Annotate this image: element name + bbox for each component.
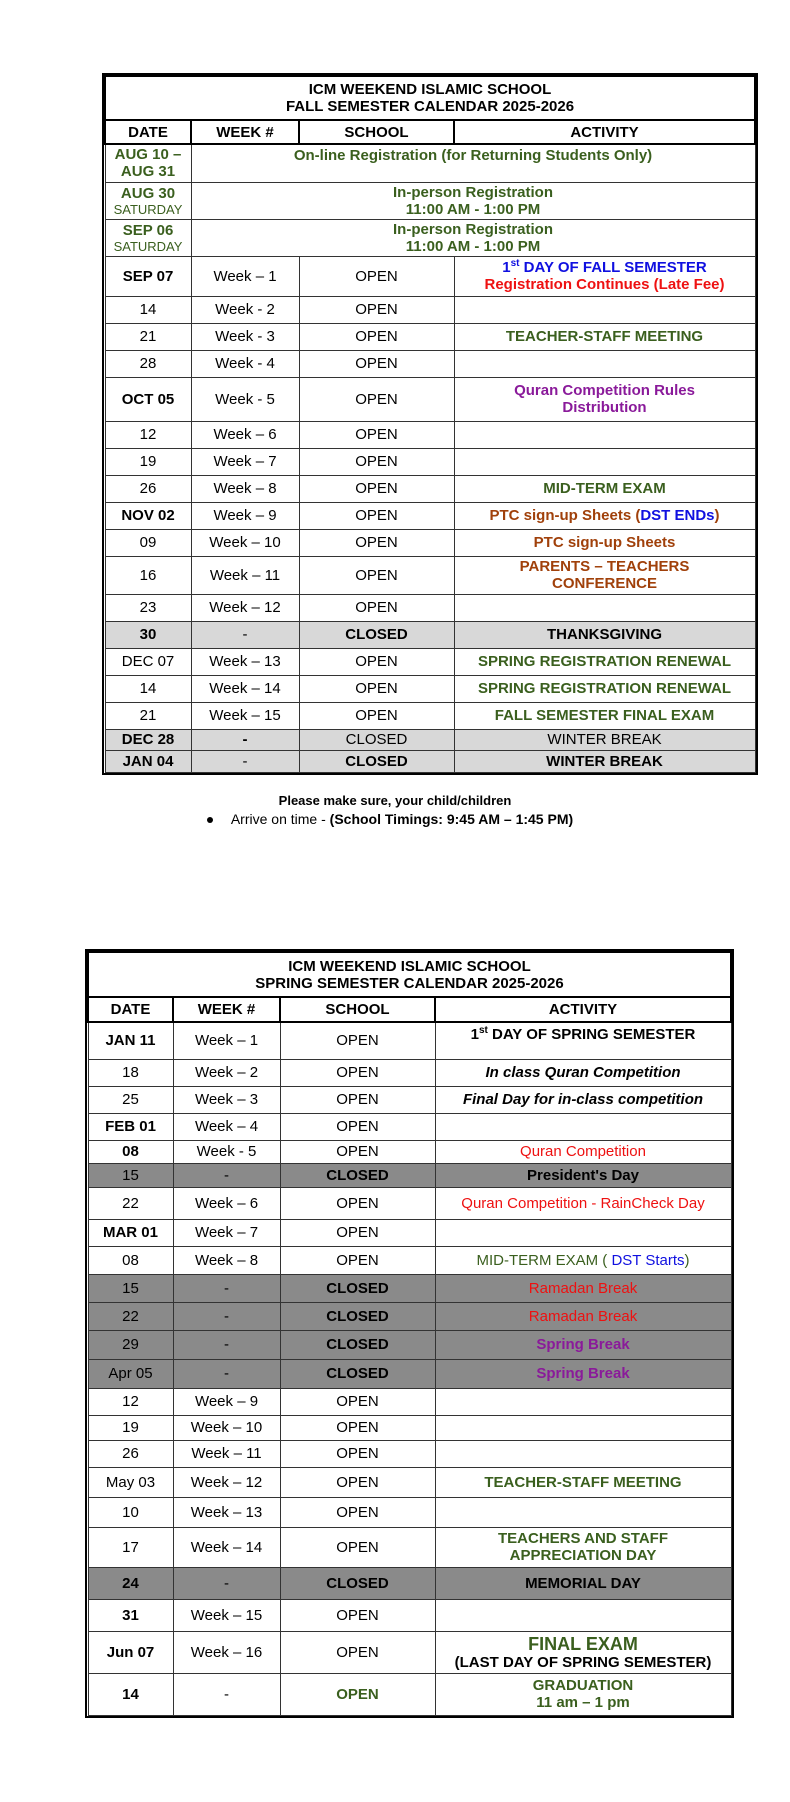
table-row — [88, 1330, 731, 1359]
date-cell: AUG 10 – AUG 31 — [105, 144, 191, 182]
spring-header-activity: ACTIVITY — [435, 997, 731, 1022]
spring-school-name: ICM WEEKEND ISLAMIC SCHOOL — [288, 957, 531, 975]
week-cell: Week – 3 — [173, 1086, 280, 1113]
activity-cell: In-person Registration 11:00 AM - 1:00 PM — [191, 219, 755, 256]
spring-title — [88, 952, 731, 997]
fall-calendar-table — [104, 75, 756, 773]
school-cell: OPEN — [280, 1388, 435, 1415]
date-cell: 14 — [88, 1673, 173, 1715]
table-row — [88, 1467, 731, 1497]
week-cell: Week – 7 — [191, 448, 299, 475]
week-cell: Week – 2 — [173, 1059, 280, 1086]
table-row — [105, 702, 755, 729]
activity-cell — [435, 1113, 731, 1140]
date-cell: 14 — [105, 675, 191, 702]
table-row — [105, 323, 755, 350]
table-row — [88, 1388, 731, 1415]
week-cell: Week – 7 — [173, 1219, 280, 1246]
activity-cell — [454, 594, 755, 621]
activity-cell: SPRING REGISTRATION RENEWAL — [454, 648, 755, 675]
date-cell: 15 — [88, 1163, 173, 1187]
table-row — [105, 448, 755, 475]
table-row — [105, 502, 755, 529]
spring-calendar-table — [87, 951, 732, 1716]
date-cell: Jun 07 — [88, 1631, 173, 1673]
week-cell: Week – 13 — [173, 1497, 280, 1527]
date-cell: 18 — [88, 1059, 173, 1086]
date-cell: 26 — [88, 1440, 173, 1467]
table-row — [105, 556, 755, 594]
date-cell: SEP 07 — [105, 256, 191, 296]
date-cell: May 03 — [88, 1467, 173, 1497]
activity-cell — [435, 1415, 731, 1440]
date-cell: FEB 01 — [88, 1113, 173, 1140]
table-row — [88, 1440, 731, 1467]
date-cell: 21 — [105, 323, 191, 350]
table-row — [105, 621, 755, 648]
activity-cell — [435, 1599, 731, 1631]
school-cell: OPEN — [280, 1673, 435, 1715]
date-cell: 25 — [88, 1086, 173, 1113]
week-cell: Week - 2 — [191, 296, 299, 323]
week-cell: - — [173, 1359, 280, 1388]
date-cell: 19 — [105, 448, 191, 475]
week-cell: Week – 13 — [191, 648, 299, 675]
date-cell: 26 — [105, 475, 191, 502]
date-cell: DEC 28 — [105, 729, 191, 750]
table-row — [105, 729, 755, 750]
table-row — [105, 256, 755, 296]
activity-cell: MID-TERM EXAM — [454, 475, 755, 502]
school-cell: CLOSED — [299, 621, 454, 648]
table-row — [105, 350, 755, 377]
week-cell: Week - 5 — [191, 377, 299, 421]
school-cell: OPEN — [299, 350, 454, 377]
table-row — [88, 1359, 731, 1388]
week-cell: - — [191, 750, 299, 772]
date-cell: 24 — [88, 1567, 173, 1599]
school-cell: CLOSED — [280, 1302, 435, 1330]
activity-cell — [435, 1440, 731, 1467]
activity-cell: TEACHERS AND STAFF APPRECIATION DAY — [435, 1527, 731, 1567]
spring-semester-title: SPRING SEMESTER CALENDAR 2025-2026 — [255, 974, 564, 992]
table-row — [105, 594, 755, 621]
date-cell: DEC 07 — [105, 648, 191, 675]
table-row — [88, 1527, 731, 1567]
school-cell: OPEN — [299, 594, 454, 621]
table-row — [105, 648, 755, 675]
date-cell: 29 — [88, 1330, 173, 1359]
date-cell: 22 — [88, 1302, 173, 1330]
week-cell: Week – 14 — [173, 1527, 280, 1567]
table-row — [88, 1059, 731, 1086]
activity-cell: In-person Registration 11:00 AM - 1:00 PM — [191, 182, 755, 219]
school-cell: OPEN — [299, 702, 454, 729]
week-cell: Week – 14 — [191, 675, 299, 702]
date-cell: 28 — [105, 350, 191, 377]
school-cell: CLOSED — [280, 1567, 435, 1599]
activity-cell: In class Quran Competition — [435, 1059, 731, 1086]
activity-cell — [435, 1497, 731, 1527]
week-cell: Week – 10 — [191, 529, 299, 556]
fall-header-week: WEEK # — [191, 120, 299, 144]
school-cell: OPEN — [280, 1497, 435, 1527]
date-cell: 19 — [88, 1415, 173, 1440]
school-cell: OPEN — [280, 1631, 435, 1673]
activity-cell: 1st DAY OF SPRING SEMESTER — [435, 1022, 731, 1059]
school-cell: CLOSED — [299, 729, 454, 750]
table-row — [105, 182, 755, 219]
school-cell: OPEN — [280, 1187, 435, 1219]
table-row — [88, 1246, 731, 1274]
activity-cell: GRADUATION 11 am – 1 pm — [435, 1673, 731, 1715]
spring-header-date: DATE — [88, 997, 173, 1022]
week-cell: Week – 8 — [173, 1246, 280, 1274]
week-cell: Week – 12 — [173, 1467, 280, 1497]
date-cell: 08 — [88, 1140, 173, 1163]
week-cell: Week – 1 — [191, 256, 299, 296]
school-cell: OPEN — [299, 556, 454, 594]
date-cell: OCT 05 — [105, 377, 191, 421]
date-cell: MAR 01 — [88, 1219, 173, 1246]
activity-cell: PTC sign-up Sheets (DST ENDs) — [454, 502, 755, 529]
table-row — [88, 1302, 731, 1330]
school-cell: OPEN — [299, 675, 454, 702]
fall-title — [105, 76, 755, 120]
table-row — [105, 421, 755, 448]
date-cell: 08 — [88, 1246, 173, 1274]
week-cell: - — [173, 1567, 280, 1599]
week-cell: Week – 8 — [191, 475, 299, 502]
activity-cell: Quran Competition — [435, 1140, 731, 1163]
week-cell: Week - 3 — [191, 323, 299, 350]
date-cell: 17 — [88, 1527, 173, 1567]
table-row — [88, 1086, 731, 1113]
week-cell: - — [173, 1673, 280, 1715]
activity-cell: THANKSGIVING — [454, 621, 755, 648]
school-cell: CLOSED — [280, 1330, 435, 1359]
week-cell: Week – 1 — [173, 1022, 280, 1059]
table-row — [88, 1187, 731, 1219]
date-cell: 22 — [88, 1187, 173, 1219]
table-row — [88, 1022, 731, 1059]
activity-cell: TEACHER-STAFF MEETING — [454, 323, 755, 350]
spring-header-week: WEEK # — [173, 997, 280, 1022]
table-row — [88, 1673, 731, 1715]
table-row — [88, 1219, 731, 1246]
table-row — [105, 144, 755, 182]
activity-cell — [454, 421, 755, 448]
table-row — [105, 529, 755, 556]
week-cell: Week – 6 — [173, 1187, 280, 1219]
week-cell: Week - 4 — [191, 350, 299, 377]
activity-cell: Quran Competition Rules Distribution — [454, 377, 755, 421]
week-cell: - — [173, 1302, 280, 1330]
week-cell: Week – 9 — [173, 1388, 280, 1415]
table-row — [88, 1631, 731, 1673]
school-cell: OPEN — [299, 502, 454, 529]
week-cell: Week - 5 — [173, 1140, 280, 1163]
fall-header-school: SCHOOL — [299, 120, 454, 144]
school-cell: OPEN — [280, 1246, 435, 1274]
attendance-note — [0, 793, 790, 827]
activity-cell: TEACHER-STAFF MEETING — [435, 1467, 731, 1497]
week-cell: Week – 4 — [173, 1113, 280, 1140]
week-cell: Week – 9 — [191, 502, 299, 529]
school-cell: OPEN — [299, 648, 454, 675]
table-row — [88, 1497, 731, 1527]
date-cell: AUG 30 SATURDAY — [105, 182, 191, 219]
school-cell: OPEN — [299, 529, 454, 556]
activity-cell: Spring Break — [435, 1359, 731, 1388]
school-cell: OPEN — [299, 323, 454, 350]
table-row — [88, 1140, 731, 1163]
activity-cell — [454, 448, 755, 475]
table-row — [105, 750, 755, 772]
activity-cell: 1st DAY OF FALL SEMESTER Registration Continues (Late Fee) — [454, 256, 755, 296]
date-cell: 21 — [105, 702, 191, 729]
activity-cell: Final Day for in-class competition — [435, 1086, 731, 1113]
activity-cell: PARENTS – TEACHERS CONFERENCE — [454, 556, 755, 594]
school-cell: OPEN — [299, 296, 454, 323]
date-cell: NOV 02 — [105, 502, 191, 529]
activity-cell — [454, 296, 755, 323]
school-cell: OPEN — [280, 1086, 435, 1113]
school-cell: CLOSED — [280, 1359, 435, 1388]
date-cell: 10 — [88, 1497, 173, 1527]
week-cell: Week – 11 — [191, 556, 299, 594]
table-row — [88, 1274, 731, 1302]
school-cell: OPEN — [299, 421, 454, 448]
spring-header-school: SCHOOL — [280, 997, 435, 1022]
school-cell: OPEN — [280, 1113, 435, 1140]
school-cell: CLOSED — [280, 1274, 435, 1302]
activity-cell: PTC sign-up Sheets — [454, 529, 755, 556]
week-cell: - — [173, 1274, 280, 1302]
table-row — [105, 377, 755, 421]
table-row — [88, 1415, 731, 1440]
fall-header-date: DATE — [105, 120, 191, 144]
school-cell: OPEN — [280, 1022, 435, 1059]
table-row — [88, 1599, 731, 1631]
school-cell: OPEN — [299, 475, 454, 502]
week-cell: Week – 12 — [191, 594, 299, 621]
week-cell: Week – 16 — [173, 1631, 280, 1673]
activity-cell — [454, 350, 755, 377]
date-cell: 31 — [88, 1599, 173, 1631]
fall-school-name: ICM WEEKEND ISLAMIC SCHOOL — [308, 81, 552, 98]
activity-cell: Spring Break — [435, 1330, 731, 1359]
activity-cell: WINTER BREAK — [454, 729, 755, 750]
week-cell: - — [173, 1163, 280, 1187]
week-cell: Week – 6 — [191, 421, 299, 448]
school-cell: OPEN — [280, 1140, 435, 1163]
school-cell: OPEN — [299, 448, 454, 475]
activity-cell: MEMORIAL DAY — [435, 1567, 731, 1599]
date-cell: 16 — [105, 556, 191, 594]
school-cell: CLOSED — [280, 1163, 435, 1187]
activity-cell: FALL SEMESTER FINAL EXAM — [454, 702, 755, 729]
table-row — [88, 1163, 731, 1187]
date-cell: 12 — [105, 421, 191, 448]
activity-cell: Ramadan Break — [435, 1274, 731, 1302]
school-cell: OPEN — [280, 1467, 435, 1497]
week-cell: Week – 15 — [191, 702, 299, 729]
date-cell: 14 — [105, 296, 191, 323]
school-cell: OPEN — [280, 1440, 435, 1467]
activity-cell: On-line Registration (for Returning Students Only) — [191, 144, 755, 182]
date-cell: 30 — [105, 621, 191, 648]
school-cell: OPEN — [280, 1527, 435, 1567]
school-cell: OPEN — [299, 256, 454, 296]
school-cell: OPEN — [299, 377, 454, 421]
activity-cell: President's Day — [435, 1163, 731, 1187]
school-cell: CLOSED — [299, 750, 454, 772]
activity-cell — [435, 1388, 731, 1415]
activity-cell: SPRING REGISTRATION RENEWAL — [454, 675, 755, 702]
table-row — [105, 296, 755, 323]
fall-semester-title: FALL SEMESTER CALENDAR 2025-2026 — [285, 98, 575, 115]
table-row — [105, 219, 755, 256]
bullet-icon — [207, 817, 213, 823]
date-cell: 12 — [88, 1388, 173, 1415]
activity-cell: WINTER BREAK — [454, 750, 755, 772]
table-row — [88, 1113, 731, 1140]
week-cell: Week – 11 — [173, 1440, 280, 1467]
activity-cell: MID-TERM EXAM ( DST Starts) — [435, 1246, 731, 1274]
week-cell: - — [173, 1330, 280, 1359]
fall-header-activity: ACTIVITY — [454, 120, 755, 144]
date-cell: Apr 05 — [88, 1359, 173, 1388]
date-cell: SEP 06 SATURDAY — [105, 219, 191, 256]
week-cell: Week – 10 — [173, 1415, 280, 1440]
week-cell: - — [191, 621, 299, 648]
activity-cell: Ramadan Break — [435, 1302, 731, 1330]
school-cell: OPEN — [280, 1219, 435, 1246]
school-cell: OPEN — [280, 1599, 435, 1631]
note-heading: Please make sure, your child/children — [278, 793, 512, 808]
week-cell: Week – 15 — [173, 1599, 280, 1631]
date-cell: JAN 11 — [88, 1022, 173, 1059]
activity-cell: Quran Competition - RainCheck Day — [435, 1187, 731, 1219]
activity-cell: FINAL EXAM (LAST DAY OF SPRING SEMESTER) — [435, 1631, 731, 1673]
week-cell: - — [191, 729, 299, 750]
school-cell: OPEN — [280, 1059, 435, 1086]
date-cell: 15 — [88, 1274, 173, 1302]
date-cell: JAN 04 — [105, 750, 191, 772]
table-row — [105, 475, 755, 502]
date-cell: 09 — [105, 529, 191, 556]
table-row — [105, 675, 755, 702]
note-bullet: Arrive on time - (School Timings: 9:45 AM – 1:45 PM) — [0, 811, 790, 827]
date-cell: 23 — [105, 594, 191, 621]
table-row — [88, 1567, 731, 1599]
activity-cell — [435, 1219, 731, 1246]
school-cell: OPEN — [280, 1415, 435, 1440]
